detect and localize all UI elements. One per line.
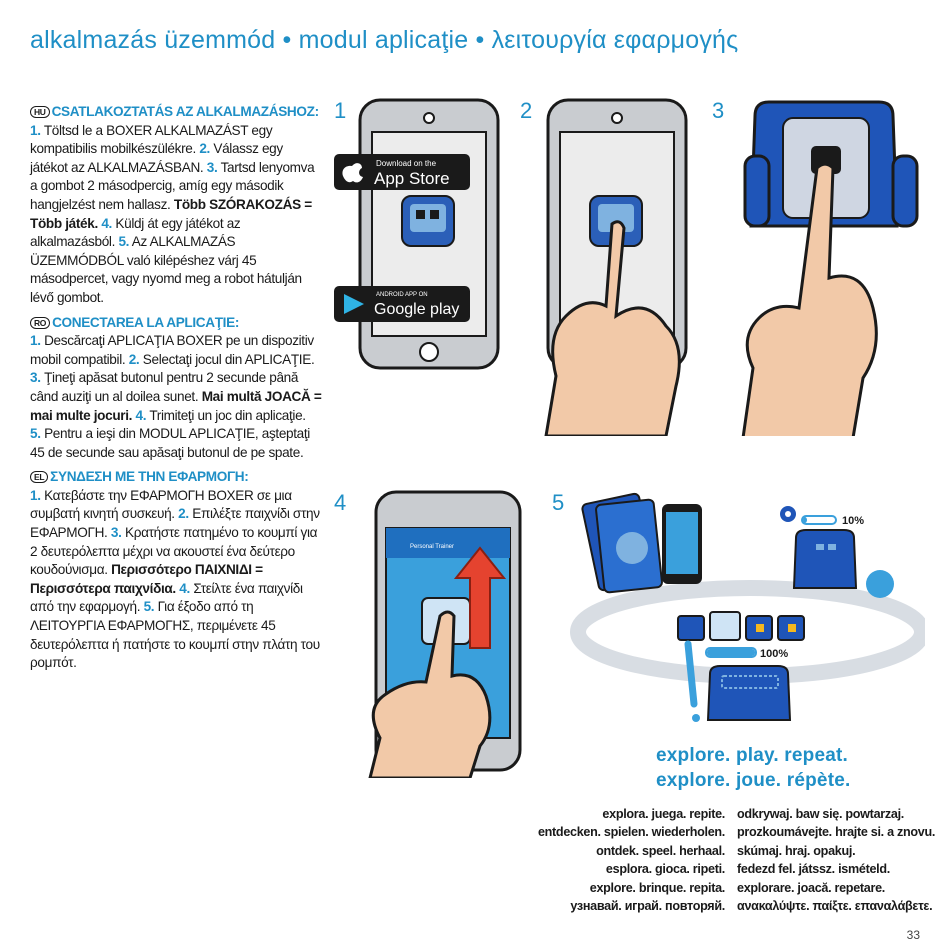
lock-icon: [788, 624, 796, 632]
step-number-2: 2: [520, 98, 533, 123]
tagline-en: explore. play. repeat.: [656, 745, 849, 766]
step-text: Trimiteţi un joc din aplicaţie.: [146, 407, 306, 423]
step-text: Selectaţi jocul din APLICAŢIE.: [139, 351, 315, 367]
step-num: 3.: [206, 159, 218, 175]
gplay-small-text: ANDROID APP ON: [376, 292, 428, 298]
step-num: 5.: [30, 426, 41, 442]
step-num: 3.: [30, 370, 41, 386]
lang-badge-hu: HU: [30, 106, 50, 118]
google-play-badge[interactable]: [334, 286, 470, 322]
translation-line: ontdek. speel. herhaal.: [596, 843, 725, 858]
translations-right: [737, 805, 935, 915]
lang-badge-el: EL: [30, 471, 48, 483]
step-num: 5.: [118, 234, 130, 250]
step-text: Ţineţi apăsat butonul pentru 2 secunde până când auziţi un al doilea sunet.: [30, 370, 299, 404]
tagline-fr: explore. joue. répète.: [656, 770, 851, 791]
instructions-column: [30, 103, 322, 679]
section-el: [30, 468, 322, 673]
translations-left: [520, 805, 725, 915]
figure-step-3: [735, 96, 925, 436]
translation-line: fedezd fel. játssz. ismételd.: [737, 862, 890, 877]
step-text: Pentru a ieşi din MODUL APLICAŢIE, aşteptaţi 45 de secunde sau apăsaţi butonul de pe spate.: [30, 426, 310, 460]
step-text: Töltsd le a BOXER ALKALMAZÁST egy kompatibilis mobilkészülékre.: [30, 122, 273, 157]
step-text: Descărcaţi APLICAŢIA BOXER pe un dispozitiv mobil compatibil.: [30, 333, 314, 367]
translation-line: explora. juega. repite.: [602, 807, 725, 821]
translation-line: prozkoumávejte. hrajte si. a znovu.: [737, 825, 936, 840]
translation-line: skúmaj. hraj. opakuj.: [737, 843, 856, 858]
page-number: 33: [906, 928, 920, 942]
section-heading-ro: CONECTAREA LA APLICAŢIE:: [52, 314, 239, 330]
step-text: Για έξοδο από τη ΛΕΙΤΟΥΡΓΙΑ ΕΦΑΡΜΟΓΗΣ, περιμένετε 45 δευτερόλεπτα ή πατήστε το κουμπί στην πλάτη του ρομπότ.: [30, 599, 320, 671]
step-num: 1.: [30, 122, 41, 138]
step-num: 4.: [97, 215, 112, 231]
step-num: 2.: [178, 506, 189, 522]
translation-line: esplora. gioca. ripeti.: [605, 862, 725, 877]
exclamation-icon: [688, 644, 694, 704]
gplay-text: Google play: [374, 301, 460, 318]
page-title: alkalmazás üzemmód • modul aplicaţie • λειτουργία εφαρμογής: [30, 26, 739, 54]
app-icon: [402, 196, 454, 246]
step-text: Az ALKALMAZÁS ÜZEMMÓDBÓL való kilépéshez várj 45 másodpercet, vagy nyomd meg a robot hátulján lévő gombot.: [30, 234, 302, 305]
step-text: Tartsd lenyomva a gombot 2 másodpercig, amíg egy második hangjelzést nem hallasz.: [30, 159, 315, 212]
step-text: Κρατήστε πατημένο το κουμπί για 2 δευτερόλεπτα μέχρι να ακουστεί ένα δεύτερο κουδούνισμα.: [30, 525, 318, 578]
translation-line: odkrywaj. baw się. powtarzaj.: [737, 807, 904, 821]
translation-line: explore. brinque. repita.: [589, 880, 725, 895]
section-hu: [30, 103, 322, 308]
progress-top-label: 10%: [842, 515, 865, 527]
app-title: Personal Trainer: [410, 544, 455, 550]
ball-icon: [866, 570, 894, 598]
appstore-text: App Store: [374, 169, 450, 188]
step-number-4: 4: [334, 490, 347, 515]
step-num: 5.: [143, 599, 155, 615]
gear-icon: [780, 506, 796, 522]
figure-step-1: [330, 96, 510, 376]
step-num: 2.: [199, 141, 210, 157]
bold-text: Mai multă JOACĂ = mai multe jocuri.: [30, 388, 322, 423]
app-store-badge[interactable]: [334, 154, 470, 190]
section-heading-el: ΣΥΝΔΕΣΗ ΜΕ ΤΗΝ ΕΦΑΡΜΟΓΗ:: [50, 469, 249, 485]
section-ro: [30, 314, 322, 463]
bold-text: Περισσότερο ΠΑΙΧΝΙΔΙ = Περισσότερα παιχνίδια.: [30, 562, 263, 596]
figure-step-5: [570, 492, 925, 732]
phone-icon: [662, 504, 702, 584]
lock-icon: [756, 624, 764, 632]
progress-fill-bottom: [707, 649, 755, 656]
bold-text: Több SZÓRAKOZÁS = Több játék.: [30, 196, 312, 231]
step-num: 2.: [128, 351, 140, 367]
step-text: Κατεβάστε την ΕΦΑΡΜΟΓΗ BOXER σε μια συμβατή κινητή συσκευή.: [30, 487, 292, 522]
game-cards-stack: [581, 493, 662, 593]
step-text: Küldj át egy játékot az alkalmazásból.: [30, 215, 241, 250]
appstore-small-text: Download on the: [376, 159, 437, 168]
step-num: 1.: [30, 333, 41, 349]
translation-line: ανακαλύψτε. παίξτε. επαναλάβετε.: [737, 899, 933, 914]
robot-icon: [708, 666, 790, 720]
figure-step-2: [520, 96, 700, 436]
section-heading-hu: CSATLAKOZTATÁS AZ ALKALMAZÁSHOZ:: [51, 104, 319, 119]
step-num: 4.: [175, 580, 190, 596]
step-number-5: 5: [552, 490, 565, 515]
step-num: 3.: [110, 525, 122, 541]
figure-step-4: [340, 488, 530, 778]
robot-icon: [794, 530, 856, 588]
step-text: Επιλέξτε παιχνίδι στην ΕΦΑΡΜΟΓΗ.: [30, 506, 320, 541]
step-text: Válassz egy játékot az ALKALMAZÁSBAN.: [30, 141, 283, 175]
progress-fill-top: [803, 517, 807, 523]
step-number-1: 1: [334, 98, 347, 123]
lang-badge-ro: RO: [30, 317, 50, 329]
translation-line: entdecken. spielen. wiederholen.: [537, 825, 725, 840]
translation-line: узнавай. играй. повторяй.: [570, 899, 725, 914]
step-text: Στείλτε ένα παιχνίδι από την εφαρμογή.: [30, 580, 303, 615]
step-num: 4.: [132, 407, 147, 423]
step-number-3: 3: [712, 98, 725, 123]
translation-line: explorare. joacă. repetare.: [737, 880, 886, 895]
step-num: 1.: [30, 487, 41, 503]
progress-bottom-label: 100%: [760, 648, 789, 660]
